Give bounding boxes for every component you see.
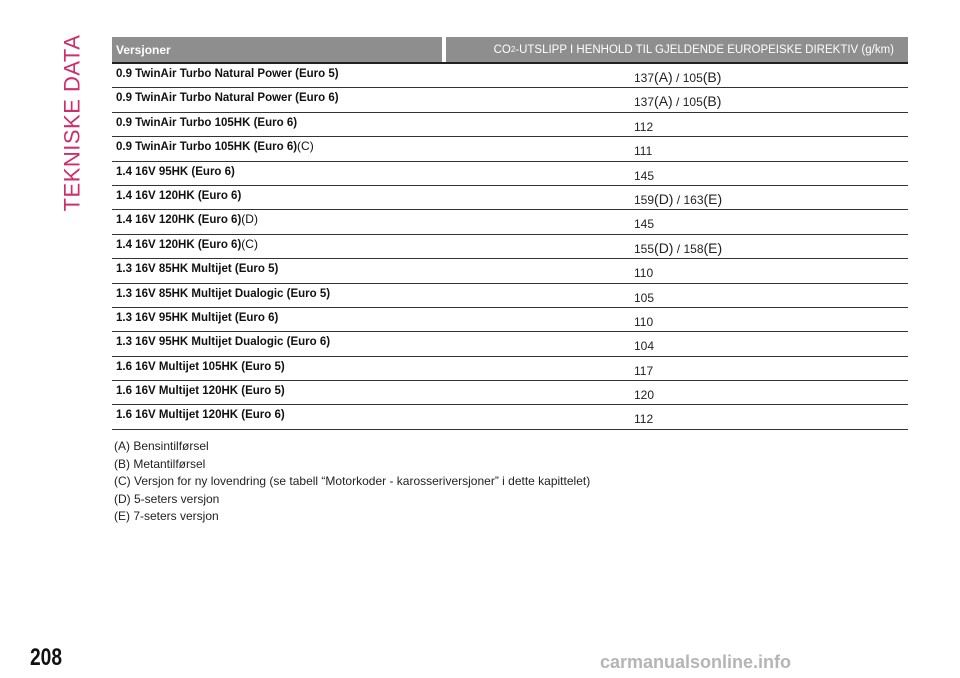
- table-row: [112, 405, 908, 429]
- version-cell: [112, 64, 442, 87]
- version-cell: [112, 162, 442, 185]
- watermark: carmanualsonline.info: [600, 652, 792, 672]
- version-name: 1.3 16V 95HK Multijet Dualogic (Euro 6): [116, 336, 331, 349]
- co2-note-alt: (E): [703, 190, 723, 207]
- section-title-text: TEKNISKE DATA: [59, 34, 85, 212]
- version-note: (D): [241, 212, 258, 227]
- co2-value: 110: [634, 314, 654, 329]
- co2-value-alt: 105: [682, 95, 703, 110]
- version-name: 1.3 16V 95HK Multijet (Euro 6): [116, 311, 279, 324]
- header-co2: [446, 37, 908, 62]
- co2-value: 110: [634, 266, 654, 281]
- page-number: 208: [30, 644, 63, 671]
- version-cell: [112, 381, 442, 404]
- co2-cell: [442, 405, 908, 428]
- co2-value: 155: [634, 241, 655, 256]
- version-cell: [112, 405, 442, 428]
- version-name: 0.9 TwinAir Turbo Natural Power (Euro 6): [116, 92, 339, 105]
- version-note: (C): [241, 236, 258, 251]
- co2-separator: /: [673, 192, 684, 207]
- co2-cell: [442, 137, 908, 160]
- co2-note-alt: (E): [703, 239, 723, 256]
- version-name: 1.3 16V 85HK Multijet (Euro 5): [116, 263, 279, 276]
- co2-value: 137: [634, 71, 655, 85]
- co2-cell: [442, 357, 908, 380]
- version-cell: [112, 284, 442, 307]
- table-row: [112, 162, 908, 186]
- version-name: 1.4 16V 120HK (Euro 6): [116, 238, 242, 251]
- header-versions: Versjoner: [116, 42, 171, 57]
- table-header: [112, 37, 908, 64]
- table-row: [112, 235, 908, 259]
- co2-cell: [442, 235, 908, 258]
- footnote: (C) Versjon for ny lovendring (se tabell “Motorkoder - karosseriversjoner” i dette kapittelet): [114, 474, 591, 488]
- co2-cell: [442, 210, 908, 233]
- co2-table: [112, 37, 908, 430]
- table-row: [112, 357, 908, 381]
- version-name: 0.9 TwinAir Turbo Natural Power (Euro 5): [116, 68, 339, 80]
- co2-note: (D): [654, 239, 674, 256]
- version-cell: [112, 113, 442, 136]
- table-row: [112, 381, 908, 405]
- co2-value: 112: [634, 119, 654, 134]
- co2-cell: [442, 162, 908, 185]
- co2-cell: [442, 88, 908, 111]
- co2-value: 117: [634, 363, 654, 378]
- co2-value: 112: [634, 412, 654, 427]
- version-cell: [112, 235, 442, 258]
- co2-value: 105: [634, 290, 655, 305]
- footnote: (A) Bensintilførsel: [114, 439, 209, 453]
- footnote: (E) 7-seters versjon: [114, 509, 219, 523]
- co2-separator: /: [672, 71, 683, 85]
- co2-cell: [442, 381, 908, 404]
- version-name: 1.4 16V 120HK (Euro 6): [116, 214, 242, 227]
- co2-cell: [442, 308, 908, 331]
- version-note: (C): [297, 139, 314, 154]
- co2-note-alt: (B): [702, 93, 722, 110]
- version-name: 1.6 16V Multijet 120HK (Euro 5): [116, 385, 285, 398]
- co2-cell: [442, 284, 908, 307]
- table-row: [112, 332, 908, 356]
- version-name: 1.4 16V 95HK (Euro 6): [116, 165, 235, 178]
- co2-value: 145: [634, 217, 655, 232]
- co2-separator: /: [672, 95, 683, 110]
- version-cell: [112, 259, 442, 282]
- table-row: [112, 113, 908, 137]
- co2-value: 104: [634, 339, 655, 354]
- version-name: 1.4 16V 120HK (Euro 6): [116, 189, 242, 202]
- header-co2-rest: -UTSLIPP I HENHOLD TIL GJELDENDE EUROPEISKE DIREKTIV (g/km): [515, 43, 894, 56]
- co2-value: 137: [634, 95, 655, 110]
- co2-value: 145: [634, 168, 655, 183]
- version-cell: [112, 186, 442, 209]
- version-name: 0.9 TwinAir Turbo 105HK (Euro 6): [116, 116, 298, 129]
- co2-cell: [442, 186, 908, 209]
- version-cell: [112, 357, 442, 380]
- table-row: [112, 186, 908, 210]
- table-row: [112, 308, 908, 332]
- footnote: (D) 5-seters versjon: [114, 491, 220, 506]
- co2-value-alt: 105: [682, 71, 703, 85]
- table-row: [112, 259, 908, 283]
- footnotes: [114, 438, 590, 526]
- co2-cell: [442, 113, 908, 136]
- version-cell: [112, 332, 442, 355]
- header-co2-sub: 2: [510, 45, 516, 54]
- header-co2-prefix: CO: [493, 43, 511, 56]
- table-row: [112, 64, 908, 88]
- section-title: [54, 28, 90, 218]
- co2-value: 159: [634, 192, 655, 207]
- version-cell: [112, 308, 442, 331]
- version-name: 0.9 TwinAir Turbo 105HK (Euro 6): [116, 141, 298, 154]
- co2-cell: [442, 259, 908, 282]
- table-row: [112, 137, 908, 161]
- co2-cell: [442, 64, 908, 87]
- version-cell: [112, 210, 442, 233]
- co2-value: 111: [634, 144, 653, 159]
- co2-value-alt: 163: [683, 192, 704, 207]
- version-cell: [112, 88, 442, 111]
- table-body: [112, 64, 908, 430]
- co2-cell: [442, 332, 908, 355]
- version-cell: [112, 137, 442, 160]
- footnote: (B) Metantilførsel: [114, 456, 206, 471]
- version-name: 1.6 16V Multijet 105HK (Euro 5): [116, 360, 285, 373]
- co2-value: 120: [634, 388, 655, 403]
- table-row: [112, 284, 908, 308]
- table-row: [112, 88, 908, 112]
- co2-note: (A): [654, 69, 673, 85]
- co2-note: (A): [654, 93, 673, 110]
- table-row: [112, 210, 908, 234]
- version-name: 1.3 16V 85HK Multijet Dualogic (Euro 5): [116, 287, 331, 300]
- version-name: 1.6 16V Multijet 120HK (Euro 6): [116, 409, 285, 422]
- co2-note-alt: (B): [702, 69, 722, 85]
- co2-note: (D): [654, 190, 674, 207]
- co2-value-alt: 158: [683, 241, 704, 256]
- co2-separator: /: [673, 241, 684, 256]
